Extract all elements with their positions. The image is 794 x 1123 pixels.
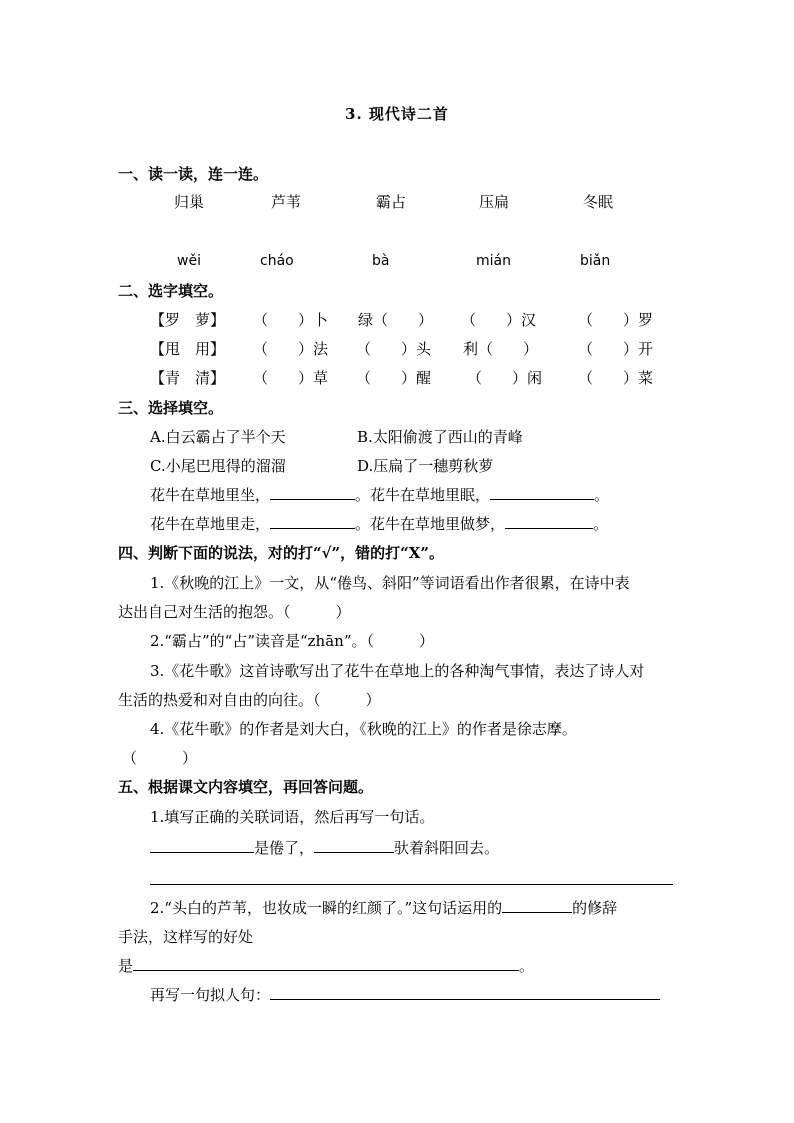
group-label-3: 【青 清】 — [150, 369, 226, 387]
answer-blank[interactable] — [150, 838, 254, 853]
judge-2: 2.“霸占”的“占”读音是“zhān”。（ ） — [150, 632, 434, 650]
answer-blank[interactable] — [505, 514, 593, 529]
q5-1-text-a: 是倦了， — [254, 839, 315, 857]
group-label-2: 【甩 用】 — [150, 340, 226, 358]
fill-2-2: （ ）头 — [356, 340, 432, 358]
answer-blank[interactable] — [270, 985, 660, 1000]
q5-2-text-e: 。 — [519, 957, 535, 975]
q5-2-text-d: 是 — [118, 957, 134, 975]
sec3-line-1-c: 。 — [594, 486, 610, 504]
judge-1-line-1: 1.《秋晚的江上》一文，从“倦鸟、斜阳”等词语看出作者很累，在诗中表 — [150, 574, 630, 592]
fill-1-2: 绿（ ） — [358, 311, 434, 329]
sec3-line-2 — [150, 514, 608, 534]
option-d: D.压扁了一穗剪秋萝 — [357, 457, 494, 475]
fill-2-4: （ ）开 — [578, 340, 654, 358]
fill-3-1: （ ）草 — [253, 369, 329, 387]
section-3-heading: 三、选择填空。 — [118, 399, 224, 417]
q5-3-line — [150, 985, 660, 1005]
word-3: 霸占 — [376, 193, 407, 211]
q5-2-line-1 — [150, 898, 617, 918]
option-a: A.白云霸占了半个天 — [150, 428, 286, 446]
judge-4-line-1: 4.《花牛歌》的作者是刘大白，《秋晚的江上》的作者是徐志摩。 — [150, 720, 577, 738]
sec3-line-1-a: 花牛在草地里坐， — [150, 486, 271, 504]
sec3-line-2-a: 花牛在草地里走， — [150, 515, 271, 533]
answer-blank[interactable] — [314, 838, 394, 853]
q5-1-text-b: 驮着斜阳回去。 — [394, 839, 500, 857]
fill-1-4: （ ）罗 — [578, 311, 654, 329]
answer-blank[interactable] — [270, 485, 355, 500]
q5-2-text-a: 2.“头白的芦苇，也妆成一瞬的红颜了。”这句话运用的 — [150, 899, 503, 917]
fill-3-3: （ ）闲 — [467, 369, 543, 387]
fill-2-3: 利（ ） — [463, 340, 539, 358]
q5-2-line-2: 手法，这样写的好处 — [118, 928, 254, 946]
q5-2-line-3 — [118, 956, 534, 976]
answer-blank[interactable] — [133, 956, 519, 971]
judge-1-line-2: 达出自己对生活的抱怨。（ ） — [118, 603, 351, 621]
word-5: 冬眠 — [583, 193, 614, 211]
judge-3-line-2: 生活的热爱和对自由的向往。（ ） — [118, 691, 381, 709]
pinyin-1: wěi — [177, 253, 201, 269]
answer-blank[interactable] — [502, 898, 572, 913]
fill-2-1: （ ）法 — [253, 340, 329, 358]
pinyin-3: bà — [372, 253, 390, 269]
answer-line[interactable] — [150, 884, 673, 885]
q5-1: 1.填写正确的关联词语，然后再写一句话。 — [150, 808, 435, 826]
section-4-heading: 四、判断下面的说法，对的打“√”，错的打“X”。 — [118, 544, 445, 562]
sec3-line-1-b: 。花牛在草地里眠， — [355, 486, 491, 504]
group-label-1: 【罗 萝】 — [150, 311, 226, 329]
fill-3-2: （ ）醒 — [356, 369, 432, 387]
answer-blank[interactable] — [490, 485, 594, 500]
judge-3-line-1: 3.《花牛歌》这首诗歌写出了花牛在草地上的各种淘气事情，表达了诗人对 — [150, 662, 645, 680]
option-c: C.小尾巴甩得的溜溜 — [150, 457, 286, 475]
q5-3-text: 再写一句拟人句： — [150, 986, 271, 1004]
option-b: B.太阳偷渡了西山的青峰 — [357, 428, 523, 446]
q5-2-text-b: 的修辞 — [572, 899, 618, 917]
word-1: 归巢 — [174, 193, 205, 211]
page-title: 3. 现代诗二首 — [345, 105, 449, 123]
word-4: 压扁 — [479, 193, 510, 211]
section-5-heading: 五、根据课文内容填空，再回答问题。 — [118, 778, 374, 796]
sec3-line-1 — [150, 485, 609, 505]
fill-3-4: （ ）菜 — [578, 369, 654, 387]
fill-1-3: （ ）汉 — [461, 311, 537, 329]
sec3-line-2-b: 。花牛在草地里做梦， — [355, 515, 506, 533]
section-1-heading: 一、读一读，连一连。 — [118, 165, 269, 183]
sec3-line-2-c: 。 — [593, 515, 609, 533]
judge-4-line-2: （ ） — [122, 749, 198, 767]
answer-blank[interactable] — [270, 514, 355, 529]
pinyin-4: mián — [476, 253, 511, 269]
pinyin-5: biǎn — [580, 253, 611, 269]
fill-1-1: （ ）卜 — [253, 311, 329, 329]
q5-1-fill-line — [150, 838, 499, 858]
pinyin-2: cháo — [260, 253, 294, 269]
section-2-heading: 二、选字填空。 — [118, 282, 224, 300]
word-2: 芦苇 — [271, 193, 302, 211]
